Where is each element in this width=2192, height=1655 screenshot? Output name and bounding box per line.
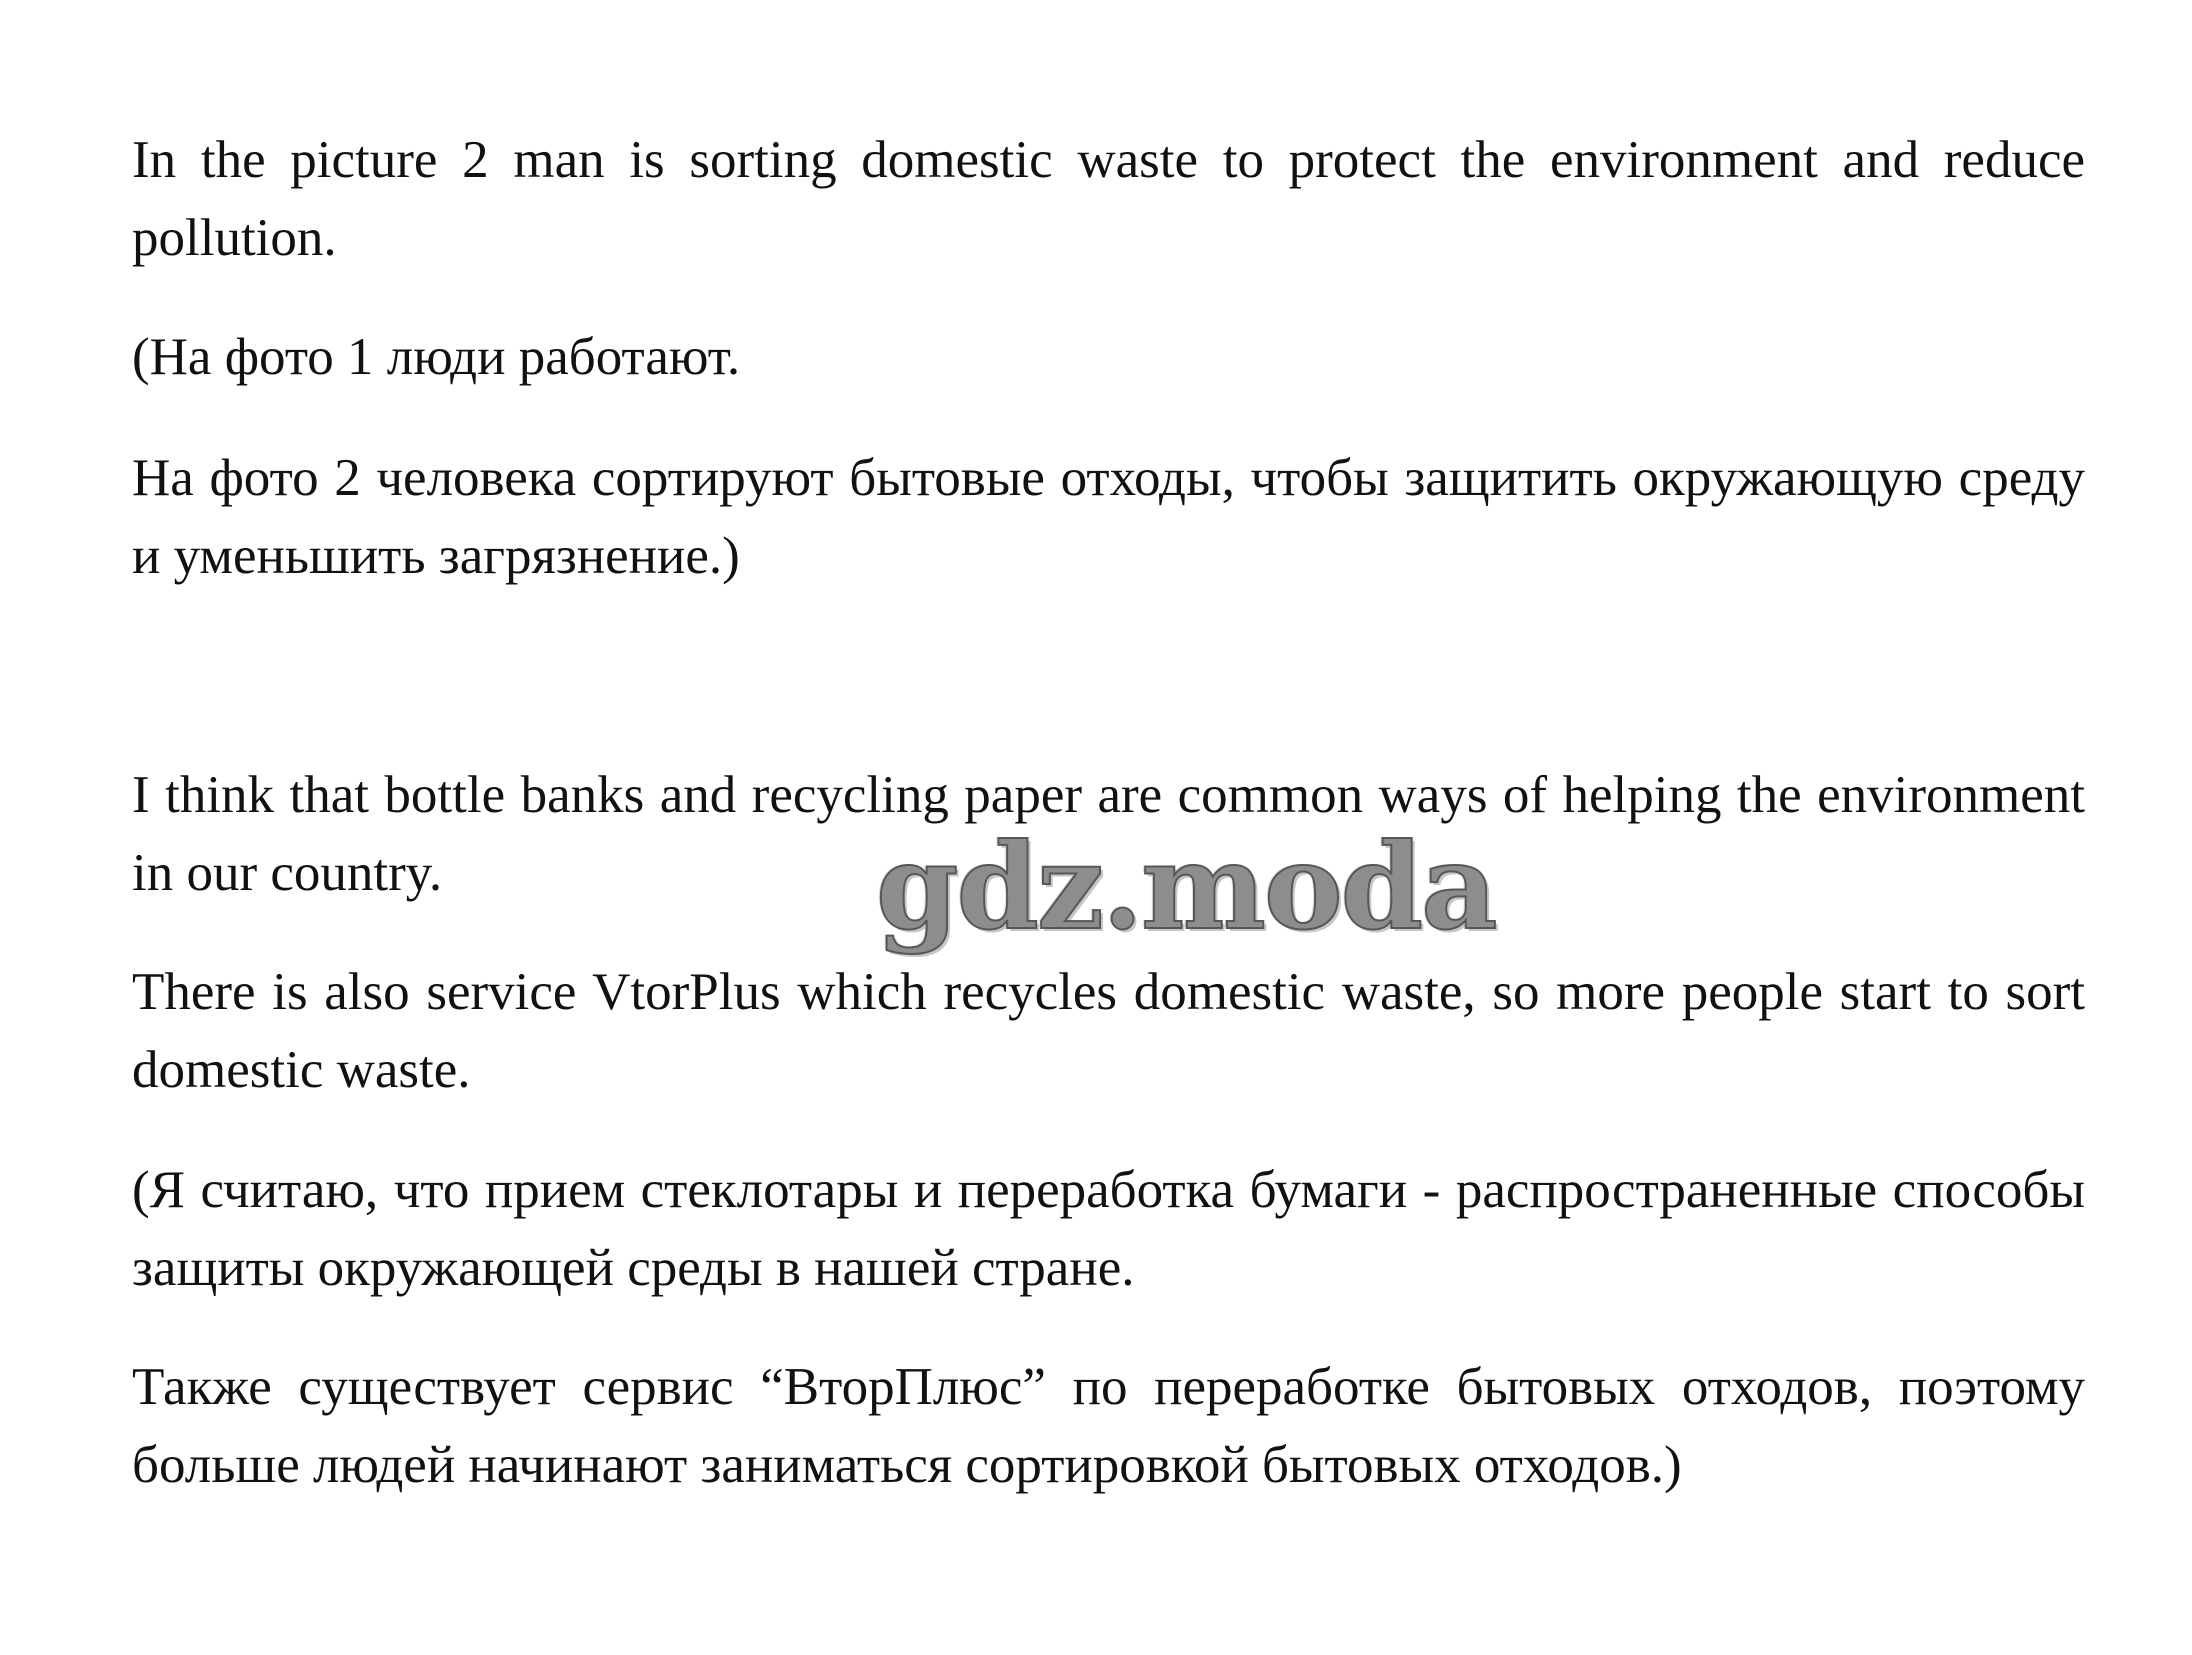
paragraph-russian-recycling-ways: (Я считаю, что прием стеклотары и переработка бумаги - распространенные способы защиты окружающей среды в нашей стране. — [132, 1161, 2085, 1297]
watermark-logo: gdz.moda — [876, 817, 1496, 956]
paragraph-english-picture-2: In the picture 2 man is sorting domestic waste to protect the environment and reduce pollution. — [132, 131, 2085, 267]
paragraph-russian-vtorplus: Также существует сервис “ВторПлюс” по переработке бытовых отходов, поэтому больше людей начинают заниматься сортировкой бытовых отходов.) — [132, 1358, 2085, 1494]
paragraph-english-recycling-ways: I think that bottle banks and recycling paper are common ways of helping the environment in our country. — [132, 766, 2085, 902]
paragraph-russian-photo-2: На фото 2 человека сортируют бытовые отходы, чтобы защитить окружающую среду и уменьшить загрязнение.) — [132, 449, 2085, 585]
paragraph-russian-photo-1: (На фото 1 люди работают. — [132, 328, 741, 386]
paragraph-english-vtorplus: There is also service VtorPlus which recycles domestic waste, so more people start to sort domestic waste. — [132, 963, 2085, 1099]
